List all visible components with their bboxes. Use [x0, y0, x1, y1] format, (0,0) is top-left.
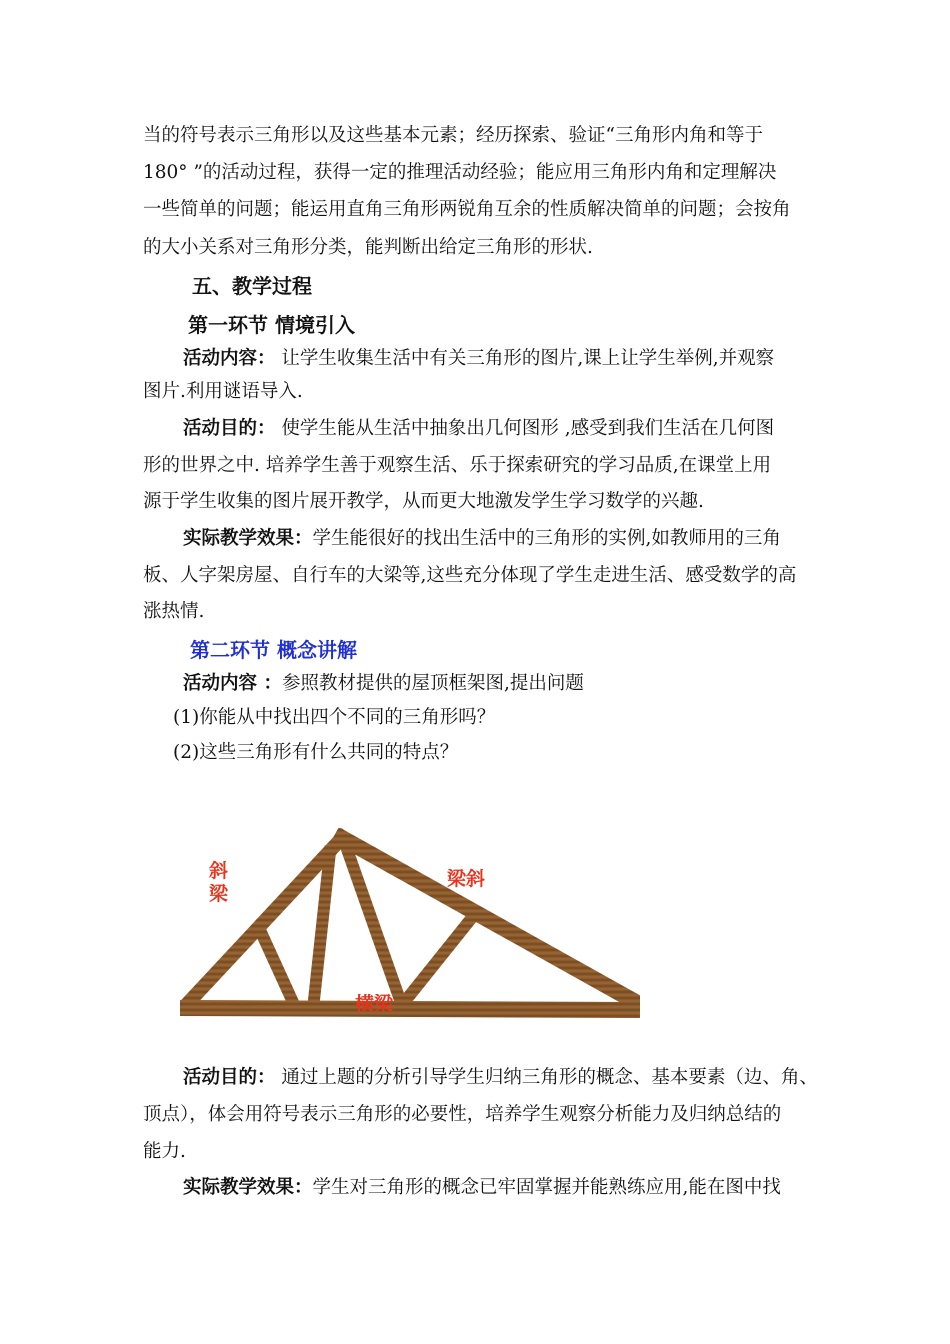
tie-beam	[186, 1008, 632, 1010]
web-member-1	[260, 930, 292, 1000]
part1-goal-line-2: 形的世界之中. 培养学生善于观察生活、乐于探索研究的学习品质,在课堂上用	[143, 455, 772, 476]
teaching-effect-text-2: 学生对三角形的概念已牢固掌握并能熟练应用,能在图中找	[312, 1177, 781, 1198]
teaching-effect-text: 学生能很好的找出生活中的三角形的实例,如教师用的三角	[312, 528, 781, 549]
section-5-heading: 五、教学过程	[192, 274, 312, 298]
activity-content-text-2: 参照教材提供的屋顶框架图,提出问题	[281, 673, 584, 694]
label-tie-beam: 横梁	[355, 993, 394, 1015]
part1-content-line-1	[183, 347, 774, 371]
label-left-char-2: 梁	[209, 883, 229, 905]
intro-line-4: 的大小关系对三角形分类，能判断出给定三角形的形状.	[143, 237, 593, 258]
teaching-effect-label-2: 实际教学效果：	[183, 1177, 313, 1198]
activity-goal-text: 使学生能从生活中抽象出几何图形 ,感受到我们生活在几何图	[275, 418, 775, 439]
activity-content-label: 活动内容：	[183, 348, 276, 369]
activity-content-text: 让学生收集生活中有关三角形的图片,课上让学生举例,并观察	[275, 348, 775, 369]
part1-effect-line-2: 板、人字架房屋、自行车的大梁等,这些充分体现了学生走进生活、感受数学的高	[143, 565, 797, 586]
activity-goal-label: 活动目的：	[183, 418, 276, 439]
label-left-char-1: 斜	[209, 860, 229, 882]
part1-goal-line-3: 源于学生收集的图片展开教学，从而更大地激发学生学习数学的兴趣.	[143, 491, 704, 512]
part2-goal-line-2: 顶点），体会用符号表示三角形的必要性，培养学生观察分析能力及归纳总结的	[143, 1104, 782, 1125]
intro-line-3: 一些简单的问题；能运用直角三角形两锐角互余的性质解决简单的问题；会按角	[143, 199, 791, 220]
roof-truss-figure	[180, 828, 640, 1028]
part-2-heading: 第二环节 概念讲解	[190, 638, 357, 662]
question-1: (1)你能从中找出四个不同的三角形吗？	[173, 707, 496, 728]
part2-goal-line-3: 能力.	[143, 1141, 186, 1162]
intro-line-2: 180° ”的活动过程，获得一定的推理活动经验；能应用三角形内角和定理解决	[143, 162, 777, 183]
part1-effect-line-1	[183, 527, 781, 551]
part-1-heading: 第一环节 情境引入	[188, 313, 355, 337]
part1-content-line-2: 图片.利用谜语导入.	[143, 381, 303, 402]
web-member-4	[406, 920, 470, 1000]
part2-effect-line-1	[183, 1176, 781, 1200]
intro-line-1: 当的符号表示三角形以及这些基本元素；经历探索、验证“三角形内角和等于	[143, 125, 763, 146]
part1-effect-line-3: 涨热情.	[143, 601, 205, 622]
question-2: (2)这些三角形有什么共同的特点？	[173, 742, 459, 763]
part2-content-line-1	[183, 672, 584, 696]
truss-beams	[186, 838, 632, 1010]
activity-goal-label-2: 活动目的：	[183, 1067, 276, 1088]
part1-goal-line-1	[183, 417, 774, 441]
part2-goal-line-1	[183, 1066, 818, 1090]
label-right-rafter: 梁斜	[447, 868, 486, 890]
activity-content-label-2: 活动内容 ：	[183, 673, 282, 694]
activity-goal-text-2: 通过上题的分析引导学生归纳三角形的概念、基本要素（边、角、	[275, 1067, 818, 1088]
teaching-effect-label: 实际教学效果：	[183, 528, 313, 549]
